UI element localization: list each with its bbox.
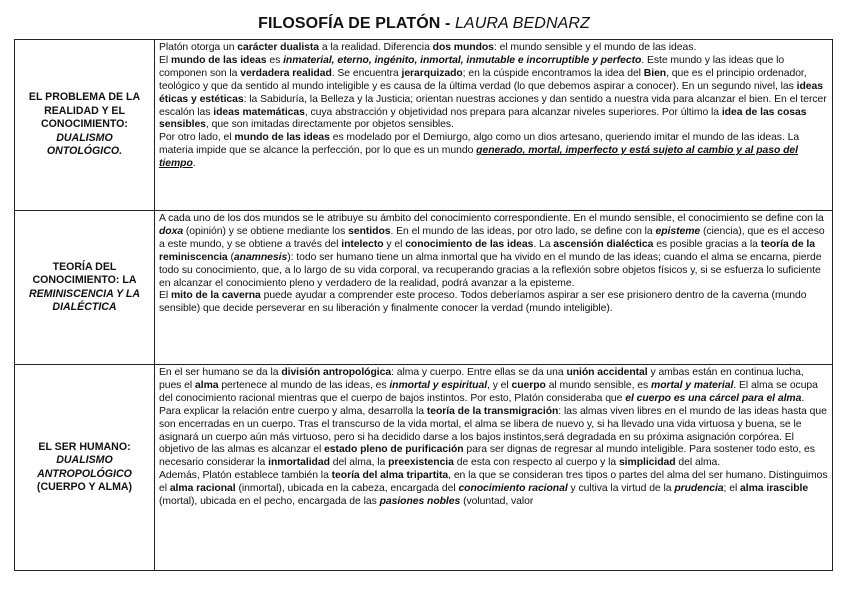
text-run: El <box>159 54 171 66</box>
text-run: teoría de la reminiscencia <box>159 238 815 263</box>
text-run: . <box>192 158 196 170</box>
row-label-line: CONOCIMIENTO: <box>41 118 128 131</box>
text-run: : alma y cuerpo. Entre ellas se da una <box>391 367 567 378</box>
row-label-line: REMINISCENCIA Y LA <box>28 287 141 300</box>
text-run: Para explicar la relación entre cuerpo y alma, desarrolla la <box>159 405 427 417</box>
text-run: . La <box>533 238 554 250</box>
text-run: , cuya abstracción y objetividad nos prepara para alcanzar niveles superiores. Por último la <box>304 106 722 118</box>
text-run: es modelado por el Demiurgo, algo como un dios artesano, queriendo imitar el mundo de las ideas. La materia impide que se alcance la perfección, por lo que es un mundo <box>159 132 800 157</box>
text-run: y el <box>383 238 406 250</box>
text-run: y cultiva la virtud de la <box>567 483 675 495</box>
text-run: . En el mundo de las ideas, por otro lado, se define con la <box>390 225 656 237</box>
text-run: (mortal), ubicada en el pecho, encargada de las <box>159 496 380 508</box>
text-run: del alma. <box>675 457 721 469</box>
text-run: ): todo ser humano tiene un alma inmortal que ha vivido en el mundo de las ideas; cuando el alma se encarna, pierde todo su conocimiento, que, a lo largo de su vida corporal, va recuperando gracias a la reflexión sobre objetos físicos y, si se esfuerza lo suficiente en alcanzar el conocimiento pleno y verdadero de la realidad, podrá avanzar a la episteme. <box>159 251 822 289</box>
text-run: intelecto <box>341 238 384 250</box>
text-run: teoría del alma tripartita <box>331 470 449 482</box>
text-run: Por otro lado, el <box>159 132 235 144</box>
text-run: inmortal y espiritual <box>389 379 488 391</box>
text-run: a la realidad. Diferencia <box>319 42 433 53</box>
text-run: carácter dualista <box>237 42 320 53</box>
paragraph <box>159 470 828 509</box>
text-run: pasiones nobles <box>379 496 461 508</box>
text-run: generado, mortal, imperfecto y está sujeto al cambio y al paso del tiempo <box>159 145 798 170</box>
text-run: , en la que se consideran tres tipos o partes del alma del ser humano. Distinguimos el <box>159 470 828 495</box>
text-run: estado pleno de purificación <box>324 444 464 456</box>
text-run: : las almas viven libres en el mundo de las ideas hasta que son encerradas en un cuerpo. Tras el transcurso de la vida mortal, el alma se libera de nuevo y, si ha llevado una vida virtuosa y buena, se le asignará un cuerpo aún más virtuoso, pero si ha decidido darse a los bajos instintos,será degradada en su próxima asignación corpórea. El objetivo de las almas es alcanzar el <box>159 405 827 456</box>
text-run: puede ayudar a comprender este proceso. Todos deberíamos aspirar a ser ese prisionero dentro de la caverna (mundo sensible) que decide perseverar en su liberación y finalmente conocer la verdad (mundo inteligible). <box>159 290 807 315</box>
row-label-line: EL SER HUMANO: <box>38 440 131 453</box>
text-run: idea de las cosas sensibles <box>159 106 807 131</box>
row-label <box>15 211 155 365</box>
text-run: . Se encuentra <box>331 67 402 79</box>
text-run: ; el <box>723 483 741 495</box>
text-run: . Este mundo y las ideas que lo componen son la <box>159 54 785 79</box>
text-run: ideas matemáticas <box>213 106 305 118</box>
row-label-line: DUALISMO <box>56 131 113 144</box>
text-run: de esta con respecto al cuerpo y la <box>453 457 619 469</box>
paragraph <box>159 406 828 471</box>
text-run: Además, Platón establece también la <box>159 470 332 482</box>
paragraph <box>159 367 828 406</box>
row-label-line: TEORÍA DEL <box>52 260 117 273</box>
text-run: En el ser humano se da la <box>159 367 282 378</box>
paragraph <box>159 42 828 55</box>
text-run: mito de la caverna <box>170 290 261 302</box>
text-run: es posible gracias a la <box>653 238 761 250</box>
row-label-line: (CUERPO Y ALMA) <box>36 481 133 493</box>
title-author: LAURA BEDNARZ <box>454 15 590 32</box>
text-run: El <box>159 290 171 302</box>
row-label-line: CONOCIMIENTO: LA <box>32 274 137 286</box>
text-run: , que es el principio ordenador, teológico y que da sentido al mundo inteligible y es causa de la última verdad (lo que debemos aspirar a conocer). En un segundo nivel, las <box>159 67 807 92</box>
text-run: del alma, la <box>329 457 389 469</box>
text-run: para ser dignas de regresar al mundo inteligible. Para sostener todo esto, es necesario considerar la <box>159 444 815 469</box>
text-run: al mundo sensible, es <box>545 379 651 391</box>
text-run: . <box>801 392 805 404</box>
table-row <box>15 40 833 211</box>
row-label-line: REALIDAD Y EL <box>44 104 125 117</box>
text-run: : la Sabiduría, la Belleza y la Justicia; orientan nuestras acciones y dan sentido a nuestra vida para alcanzar el bien. En el tercer escalón las <box>159 93 827 118</box>
text-run: pertenece al mundo de las ideas, es <box>218 379 390 391</box>
row-label-line: DUALISMO <box>56 454 113 466</box>
text-run: mundo de las ideas <box>170 54 267 66</box>
text-run: verdadera realidad <box>240 67 332 79</box>
text-run: dos mundos <box>432 42 494 53</box>
row-label <box>15 40 155 211</box>
text-run: episteme <box>655 225 701 237</box>
text-run: conocimiento racional <box>458 483 568 495</box>
title-main: FILOSOFÍA DE PLATÓN - <box>258 15 455 32</box>
paragraph <box>159 290 828 316</box>
text-run: : el mundo sensible y el mundo de las ideas. <box>493 42 697 53</box>
paragraph <box>159 132 828 171</box>
row-label-line: DIALÉCTICA <box>52 301 117 313</box>
row-label-line: EL PROBLEMA DE LA <box>28 91 141 104</box>
row-label-line: ONTOLÓGICO. <box>46 145 123 158</box>
text-run: alma irascible <box>740 483 809 495</box>
text-run: cuerpo <box>511 379 546 391</box>
text-run: , y el <box>487 379 512 391</box>
text-run: ( <box>227 251 234 263</box>
text-run: mundo de las ideas <box>234 132 330 144</box>
paragraph <box>159 213 828 290</box>
text-run: anamnesis <box>233 251 288 263</box>
text-run: alma <box>195 379 219 391</box>
text-run: ideas éticas y estéticas <box>159 80 823 105</box>
text-run: el cuerpo es una cárcel para el alma <box>625 392 802 404</box>
text-run: alma racional <box>169 483 236 495</box>
text-run: Platón otorga un <box>159 42 238 53</box>
row-label-line: ANTROPOLÓGICO <box>37 467 132 480</box>
row-content <box>155 211 833 365</box>
content-clip <box>159 367 828 568</box>
row-content <box>155 40 833 211</box>
text-run: inmortalidad <box>268 457 330 469</box>
text-run: (inmortal), ubicada en la cabeza, encargada del <box>235 483 459 495</box>
table-row <box>15 211 833 365</box>
text-run: prudencia <box>674 483 724 495</box>
text-run: es <box>266 54 284 66</box>
text-run: ascensión dialéctica <box>553 238 654 250</box>
text-run: (voluntad, valor <box>460 496 534 508</box>
text-run: simplicidad <box>618 457 676 469</box>
text-run: mortal y material <box>651 379 734 391</box>
document-title <box>0 15 848 33</box>
summary-table <box>14 39 833 571</box>
text-run: sentidos <box>348 225 391 237</box>
text-run: conocimiento de las ideas <box>405 238 534 250</box>
text-run: teoría de la transmigración <box>426 405 559 417</box>
text-run: inmaterial, eterno, ingénito, inmortal, inmutable e incorruptible y perfecto <box>283 54 642 66</box>
text-run: Bien <box>643 67 667 79</box>
paragraph <box>159 55 828 132</box>
table-row <box>15 365 833 571</box>
text-run: jerarquizado <box>401 67 463 79</box>
text-run: . El alma se ocupa del conocimiento racional mientras que el cuerpo de bajos instintos. Por esto, Platón consideraba que <box>159 379 818 404</box>
text-run: A cada uno de los dos mundos se le atribuye su ámbito del conocimiento correspondiente. En el mundo sensible, el conocimiento se define con la <box>159 213 824 224</box>
text-run: unión accidental <box>566 367 648 378</box>
row-label <box>15 365 155 571</box>
text-run: y ambas están en continua lucha, pues el <box>159 367 804 391</box>
text-run: , que son imitadas directamente por objetos sensibles. <box>205 119 454 131</box>
text-run: (ciencia), que es el acceso a este mundo, y se obtiene a través del <box>159 225 825 250</box>
text-run: doxa <box>159 225 184 237</box>
text-run: preexistencia <box>388 457 454 469</box>
text-run: (opinión) y se obtiene mediante los <box>183 225 349 237</box>
row-content <box>155 365 833 571</box>
text-run: ; en la cúspide encontramos la idea del <box>462 67 644 79</box>
text-run: división antropológica <box>281 367 392 378</box>
